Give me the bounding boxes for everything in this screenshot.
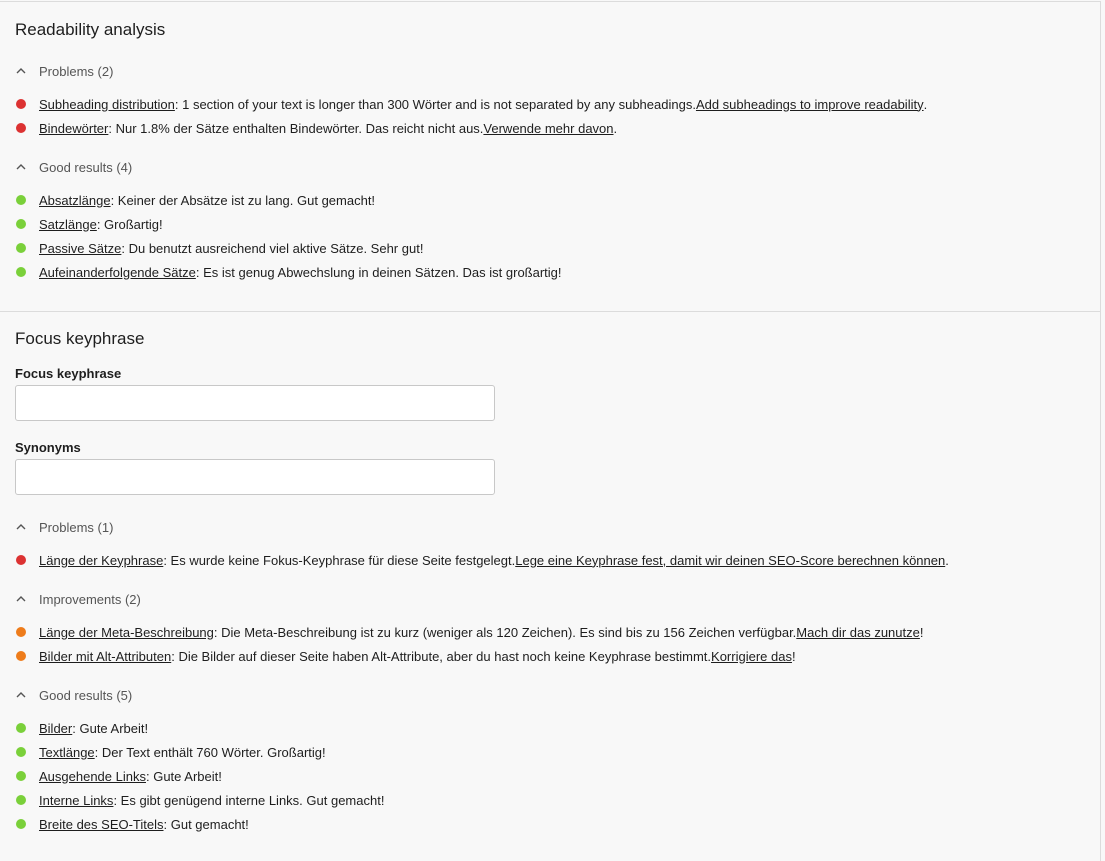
result-link-textlaenge[interactable]: Textlänge [39, 744, 95, 760]
result-text: : Gut gemacht! [163, 816, 249, 832]
result-tail: . [945, 552, 949, 568]
result-link-breite-des-seo-titels[interactable]: Breite des SEO-Titels [39, 816, 164, 832]
result-item [16, 551, 949, 569]
focus-problems-heading: Problems (1) [39, 519, 114, 535]
status-green-icon [16, 819, 26, 829]
status-green-icon [16, 747, 26, 757]
result-item [16, 623, 924, 641]
readability-problems-toggle[interactable] [15, 62, 113, 80]
result-text: : Es wurde keine Fokus-Keyphrase für diese Seite festgelegt. [163, 552, 516, 568]
focus-improvements-toggle[interactable] [15, 590, 141, 608]
status-green-icon [16, 267, 26, 277]
result-link-laenge-der-keyphrase[interactable]: Länge der Keyphrase [39, 552, 164, 568]
focus-title: Focus keyphrase [15, 329, 145, 348]
result-text: : Die Meta-Beschreibung ist zu kurz (weniger als 120 Zeichen). Es sind bis zu 156 Zeichen verfügbar. [213, 624, 797, 640]
result-link-satzlaenge[interactable]: Satzlänge [39, 216, 97, 232]
readability-good-toggle[interactable] [15, 158, 132, 176]
status-orange-icon [16, 651, 26, 661]
focus-good-toggle[interactable] [15, 686, 132, 704]
result-action-link[interactable]: Korrigiere das [711, 648, 792, 664]
status-green-icon [16, 723, 26, 733]
result-item [16, 239, 423, 257]
result-text: : Nur 1.8% der Sätze enthalten Bindewörter. Das reicht nicht aus. [108, 120, 484, 136]
result-item [16, 119, 617, 137]
result-link-passive-saetze[interactable]: Passive Sätze [39, 240, 122, 256]
readability-good-heading: Good results (4) [39, 159, 133, 175]
focus-keyphrase-panel [0, 311, 1101, 861]
chevron-up-icon [15, 689, 27, 701]
focus-problems-toggle[interactable] [15, 518, 113, 536]
status-green-icon [16, 795, 26, 805]
result-text: : Es gibt genügend interne Links. Gut gemacht! [113, 792, 385, 808]
focus-keyphrase-label: Focus keyphrase [15, 366, 122, 381]
result-link-laenge-der-meta-beschreibung[interactable]: Länge der Meta-Beschreibung [39, 624, 214, 640]
result-text: : Die Bilder auf dieser Seite haben Alt-Attribute, aber du hast noch keine Keyphrase bestimmt. [171, 648, 712, 664]
result-text: : Gute Arbeit! [72, 720, 149, 736]
chevron-up-icon [15, 593, 27, 605]
result-tail: ! [791, 648, 796, 664]
chevron-up-icon [15, 521, 27, 533]
result-item [16, 767, 222, 785]
result-item [16, 215, 163, 233]
readability-analysis-panel [0, 1, 1101, 311]
result-text: : Der Text enthält 760 Wörter. Großartig! [94, 744, 326, 760]
readability-title: Readability analysis [15, 20, 166, 39]
result-text: : 1 section of your text is longer than 300 Wörter and is not separated by any subheadings. [174, 96, 696, 112]
result-action-link[interactable]: Lege eine Keyphrase fest, damit wir deinen SEO-Score berechnen können [515, 552, 946, 568]
result-text: : Großartig! [96, 216, 163, 232]
status-red-icon [16, 99, 26, 109]
result-link-subheading-distribution[interactable]: Subheading distribution [39, 96, 175, 112]
status-green-icon [16, 771, 26, 781]
focus-keyphrase-input[interactable] [15, 385, 495, 421]
result-link-aufeinanderfolgende-saetze[interactable]: Aufeinanderfolgende Sätze [39, 264, 196, 280]
result-item [16, 647, 796, 665]
result-tail: . [613, 120, 618, 136]
result-item [16, 719, 148, 737]
status-red-icon [16, 555, 26, 565]
result-item [16, 95, 927, 113]
result-text: : Keiner der Absätze ist zu lang. Gut gemacht! [110, 192, 376, 208]
readability-problems-heading: Problems (2) [39, 63, 114, 79]
result-text: : Du benutzt ausreichend viel aktive Sätze. Sehr gut! [121, 240, 424, 256]
result-item [16, 191, 375, 209]
result-link-interne-links[interactable]: Interne Links [39, 792, 114, 808]
result-text: : Es ist genug Abwechslung in deinen Sätzen. Das ist großartig! [195, 264, 562, 280]
status-green-icon [16, 219, 26, 229]
result-item [16, 815, 249, 833]
result-action-link[interactable]: Add subheadings to improve readability [695, 96, 924, 112]
result-link-bilder-mit-alt-attributen[interactable]: Bilder mit Alt-Attributen [39, 648, 172, 664]
result-action-link[interactable]: Mach dir das zunutze [796, 624, 920, 640]
result-tail: . [923, 96, 928, 112]
status-red-icon [16, 123, 26, 133]
status-green-icon [16, 243, 26, 253]
chevron-up-icon [15, 65, 27, 77]
result-item [16, 263, 562, 281]
result-tail: ! [919, 624, 924, 640]
result-action-link[interactable]: Verwende mehr davon [483, 120, 614, 136]
focus-improvements-heading: Improvements (2) [39, 591, 141, 607]
synonyms-input[interactable] [15, 459, 495, 495]
focus-good-heading: Good results (5) [39, 687, 133, 703]
status-orange-icon [16, 627, 26, 637]
result-text: : Gute Arbeit! [145, 768, 222, 784]
result-item [16, 791, 384, 809]
chevron-up-icon [15, 161, 27, 173]
result-link-bindewoerter[interactable]: Bindewörter [39, 120, 109, 136]
synonyms-label: Synonyms [15, 440, 81, 455]
result-item [16, 743, 326, 761]
result-link-bilder[interactable]: Bilder [39, 720, 73, 736]
result-link-ausgehende-links[interactable]: Ausgehende Links [39, 768, 146, 784]
status-green-icon [16, 195, 26, 205]
result-link-absatzlaenge[interactable]: Absatzlänge [39, 192, 111, 208]
